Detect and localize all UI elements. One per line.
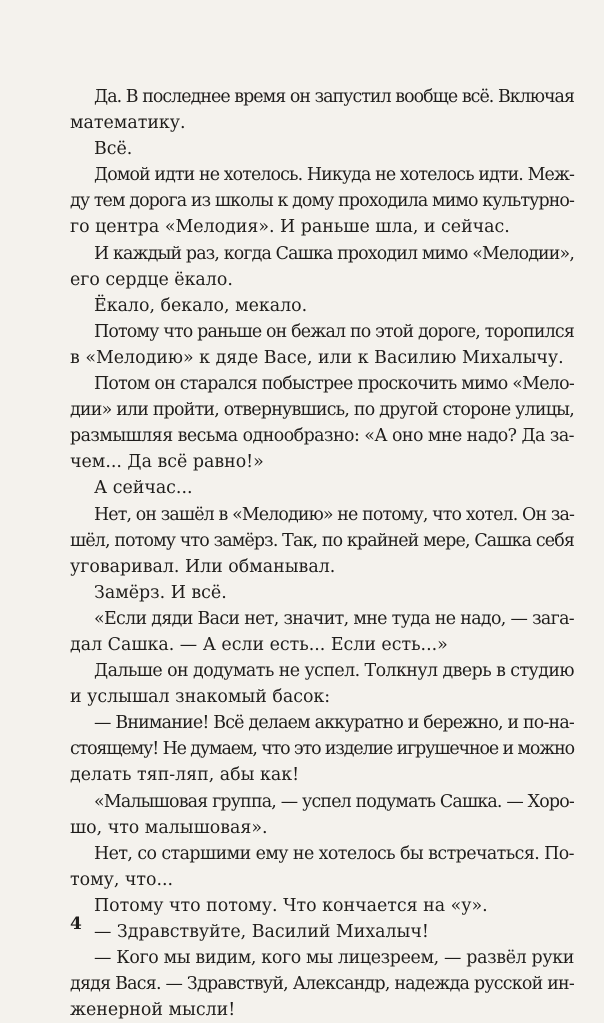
text-line: Ёкало, бекало, мекало. [94, 295, 308, 316]
text-line: го центра «Мелодия». И раньше шла, и сейчас. [70, 217, 510, 238]
text-line: Нет, со старшими ему не хотелось бы встречаться. По- [94, 843, 574, 864]
text-line: Да. В последнее время он запустил вообще всё. Включая [94, 87, 575, 107]
text-line: Нет, он зашёл в «Мелодию» не потому, что хотел. Он за- [94, 504, 574, 525]
text-line: Потому что раньше он бежал по этой дороге, торопился [94, 321, 575, 342]
text-line: А сейчас... [94, 478, 193, 499]
text-line: уговаривал. Или обманывал. [70, 556, 336, 577]
text-line: дии» или пройти, отвернувшись, по другой стороне улицы, [70, 400, 574, 421]
page-number: 4 [70, 914, 82, 934]
text-line: тому, что... [70, 869, 174, 890]
text-line: размышляя весьма однообразно: «А оно мне надо? Да за- [70, 426, 574, 447]
text-line: чем... Да всё равно!» [70, 452, 264, 473]
text-line: Всё. [94, 139, 133, 160]
text-line: в «Мелодию» к дяде Васе, или к Василию Михалычу. [70, 347, 564, 368]
text-line: шо, что малышовая». [70, 817, 268, 838]
text-line: шёл, потому что замёрз. Так, по крайней мере, Сашка себя [70, 530, 574, 551]
text-line: «Малышовая группа, — успел подумать Сашка. — Хоро- [94, 791, 574, 812]
text-line: женерной мысли! [70, 1000, 236, 1021]
text-line: делать тяп-ляп, абы как! [70, 765, 300, 786]
text-line: его сердце ёкало. [70, 269, 233, 290]
text-line: Потом он старался побыстрее проскочить мимо «Мело- [94, 374, 574, 395]
body-text [70, 84, 575, 1023]
text-line: Домой идти не хотелось. Никуда не хотелось идти. Меж- [94, 165, 574, 186]
text-line: математику. [70, 113, 186, 134]
text-line: дал Сашка. — А если есть... Если есть...» [70, 634, 448, 655]
text-line: «Если дяди Васи нет, значит, мне туда не надо, — зага- [94, 608, 575, 629]
text-line: И каждый раз, когда Сашка проходил мимо «Мелодии», [94, 243, 575, 264]
text-line: и услышал знакомый басок: [70, 687, 331, 708]
text-line: Дальше он додумать не успел. Толкнул дверь в студию [94, 661, 574, 682]
text-line: Замёрз. И всё. [94, 582, 227, 603]
text-line: дядя Вася. — Здравствуй, Александр, надежда русской ин- [70, 974, 575, 995]
text-line: — Кого мы видим, кого мы лицезреем, — развёл руки [94, 948, 574, 969]
text-line: — Здравствуйте, Василий Михалыч! [94, 922, 429, 942]
text-line: стоящему! Не думаем, что это изделие игрушечное и можно [70, 739, 574, 760]
text-line: — Внимание! Всё делаем аккуратно и бережно, и по-на- [94, 713, 574, 734]
text-line: ду тем дорога из школы к дому проходила мимо культурно- [70, 191, 574, 212]
text-line: Потому что потому. Что кончается на «у». [94, 895, 488, 916]
